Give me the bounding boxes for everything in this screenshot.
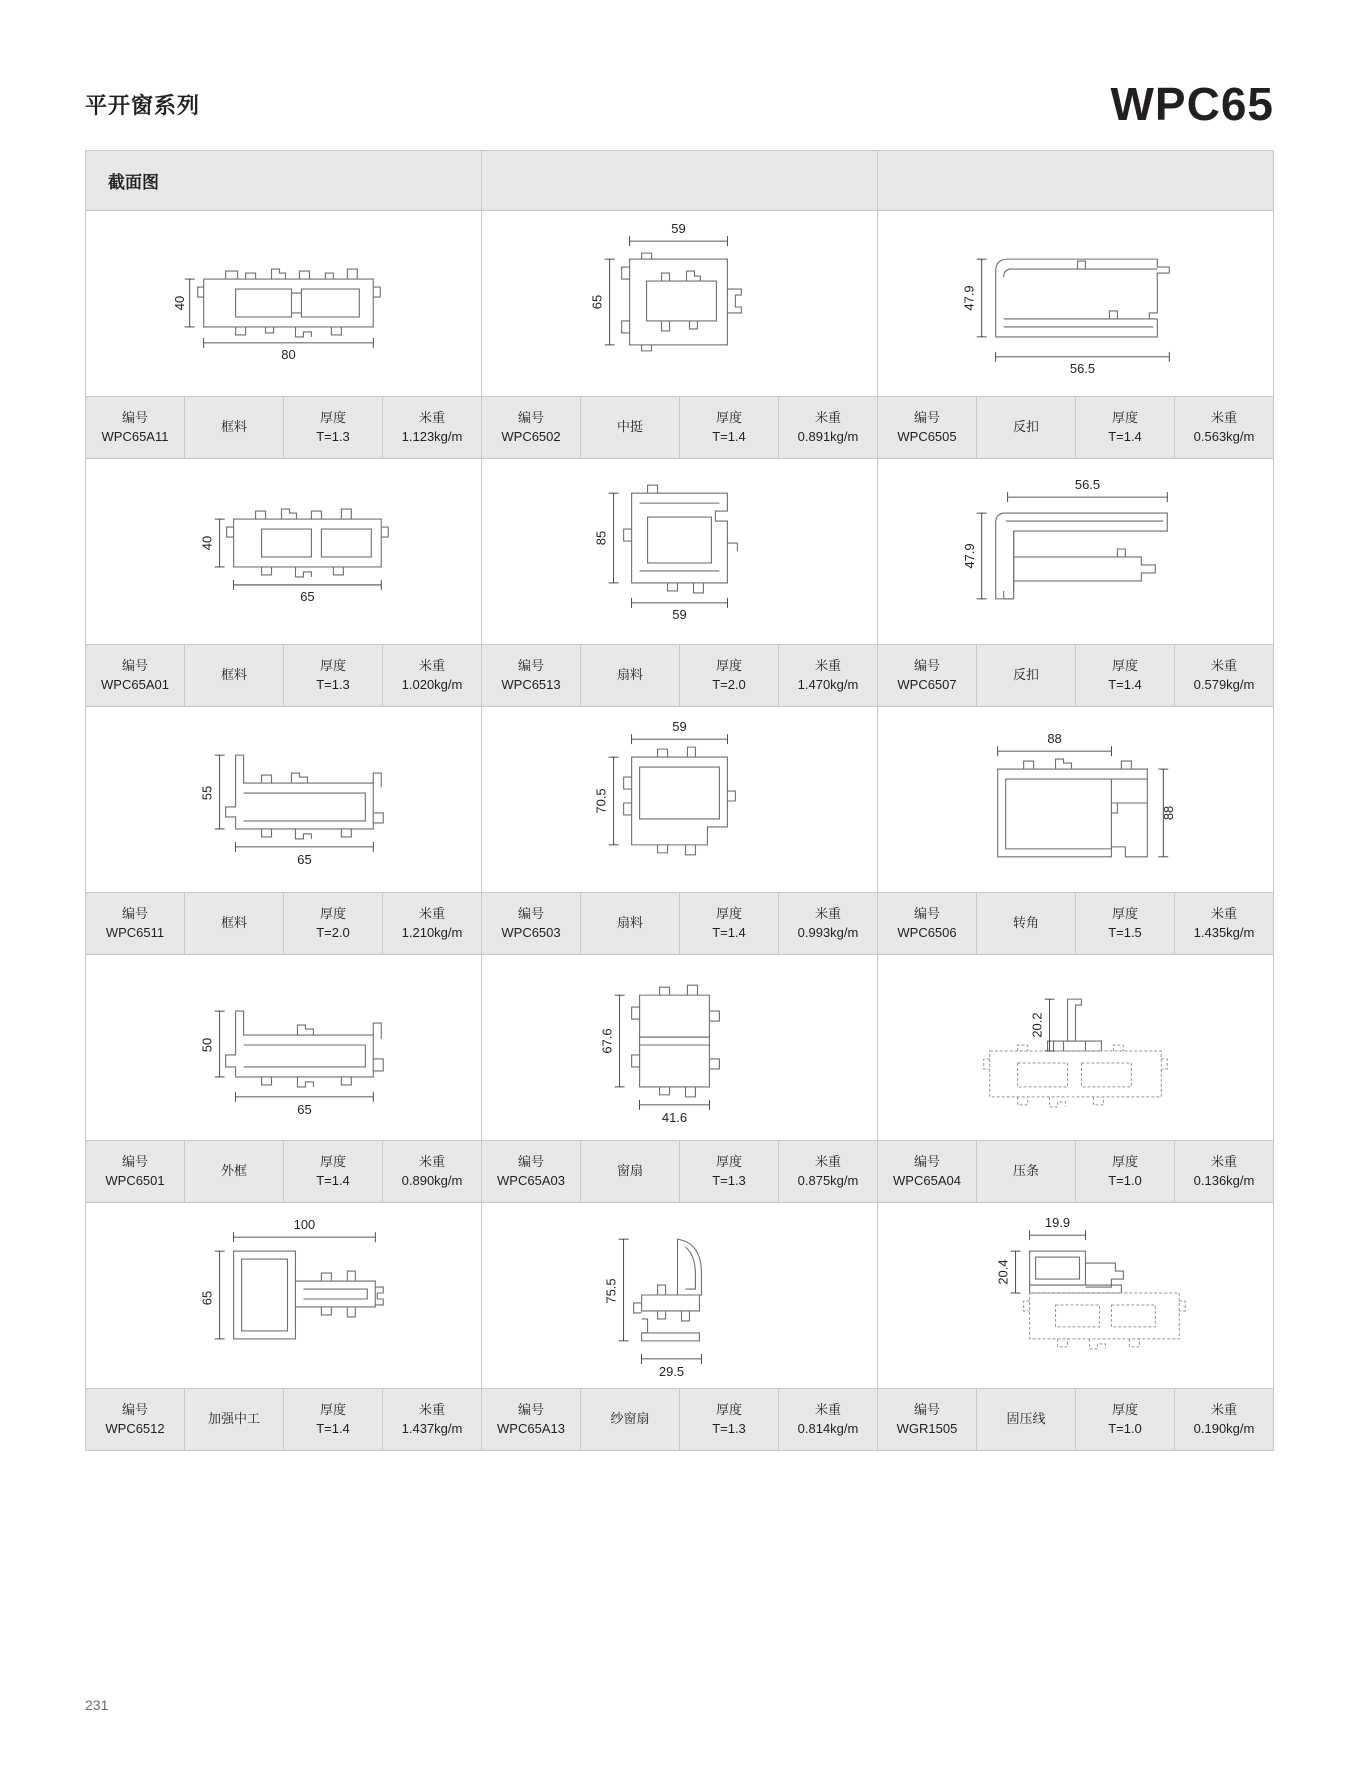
profile-cell — [482, 707, 878, 955]
table-band-header — [86, 151, 1274, 211]
spec-name — [185, 893, 284, 954]
spec-weight-label: 米重 — [1210, 409, 1237, 425]
spec-name — [977, 397, 1076, 458]
dim-height: 67.6 — [599, 1028, 615, 1054]
dim-width: 59 — [672, 719, 687, 735]
spec-thickness — [284, 645, 383, 706]
spec-weight — [383, 893, 481, 954]
spec-weight — [779, 893, 877, 954]
profile-cell — [878, 707, 1274, 955]
spec-code — [878, 645, 977, 706]
spec-weight-value: 0.875kg/m — [797, 1172, 859, 1188]
spec-weight-value: 0.890kg/m — [401, 1172, 463, 1188]
profile-cell — [86, 459, 482, 707]
spec-thickness-value: T=1.4 — [712, 428, 746, 444]
spec-thickness-value: T=2.0 — [316, 924, 350, 940]
spec-code — [86, 645, 185, 706]
spec-thickness-label: 厚度 — [319, 657, 346, 673]
profile-cell — [878, 955, 1274, 1203]
spec-weight — [383, 1389, 481, 1450]
spec-name — [977, 1389, 1076, 1450]
spec-code-label: 编号 — [913, 905, 940, 921]
spec-thickness — [680, 645, 779, 706]
profile-drawing-wpc65a01 — [86, 459, 481, 644]
spec-name-value: 框料 — [220, 915, 247, 931]
spec-strip — [86, 892, 481, 954]
spec-thickness-label: 厚度 — [715, 1401, 742, 1417]
spec-strip — [86, 1388, 481, 1450]
profile-drawing-wpc6507 — [878, 459, 1273, 644]
dim-height: 70.5 — [593, 788, 609, 814]
dim-height: 55 — [199, 785, 215, 801]
spec-thickness-value: T=1.4 — [316, 1172, 350, 1188]
spec-thickness — [284, 1389, 383, 1450]
spec-thickness-value: T=1.5 — [1108, 924, 1142, 940]
spec-weight — [383, 1141, 481, 1202]
spec-code — [878, 397, 977, 458]
spec-weight-label: 米重 — [418, 409, 445, 425]
spec-code — [482, 645, 581, 706]
spec-strip — [878, 644, 1273, 706]
spec-code-label: 编号 — [913, 1401, 940, 1417]
spec-weight-value: 1.020kg/m — [401, 676, 463, 692]
dim-width: 29.5 — [658, 1363, 685, 1379]
spec-thickness-value: T=1.4 — [1108, 676, 1142, 692]
spec-weight-value: 0.993kg/m — [797, 924, 859, 940]
spec-weight-label: 米重 — [418, 905, 445, 921]
spec-weight-value: 1.123kg/m — [401, 428, 463, 444]
profile-drawing-wpc6506 — [878, 707, 1273, 892]
spec-code-label: 编号 — [121, 905, 148, 921]
spec-name-value: 压条 — [1012, 1163, 1039, 1179]
spec-name-value: 固压线 — [1006, 1411, 1046, 1427]
spec-thickness-value: T=1.0 — [1108, 1420, 1142, 1436]
spec-name-value: 扇料 — [616, 667, 643, 683]
table-row — [86, 1203, 1274, 1451]
page-title: 平开窗系列 — [85, 92, 201, 118]
dim-width: 41.6 — [661, 1109, 688, 1125]
spec-name — [185, 397, 284, 458]
spec-code-label: 编号 — [121, 657, 148, 673]
dim-height: 20.2 — [1029, 1012, 1045, 1038]
spec-thickness-label: 厚度 — [715, 409, 742, 425]
spec-thickness-label: 厚度 — [715, 905, 742, 921]
spec-weight-label: 米重 — [1210, 657, 1237, 673]
spec-thickness-label: 厚度 — [715, 657, 742, 673]
profile-drawing-wpc6501 — [86, 955, 481, 1140]
profile-drawing-wpc6502 — [482, 211, 877, 396]
spec-code-value: WPC6503 — [501, 924, 561, 940]
dim-width: 19.9 — [1044, 1215, 1071, 1231]
spec-thickness — [1076, 1141, 1175, 1202]
spec-thickness-label: 厚度 — [319, 905, 346, 921]
spec-thickness-value: T=1.0 — [1108, 1172, 1142, 1188]
spec-code-label: 编号 — [121, 1153, 148, 1169]
spec-thickness — [1076, 893, 1175, 954]
profile-drawing-wpc6511 — [86, 707, 481, 892]
spec-code-label: 编号 — [517, 1401, 544, 1417]
spec-thickness — [1076, 1389, 1175, 1450]
spec-name-value: 纱窗扇 — [610, 1411, 650, 1427]
spec-thickness-label: 厚度 — [1111, 905, 1138, 921]
page-header — [85, 78, 1274, 130]
spec-code-value: WPC6506 — [897, 924, 957, 940]
spec-weight — [1175, 1141, 1273, 1202]
dim-height: 65 — [199, 1290, 215, 1306]
profile-drawing-wpc6503 — [482, 707, 877, 892]
spec-code-label: 编号 — [913, 409, 940, 425]
profile-cell — [86, 211, 482, 459]
spec-code-value: WPC6505 — [897, 428, 957, 444]
dim-height: 47.9 — [961, 543, 977, 569]
spec-thickness — [680, 1141, 779, 1202]
spec-thickness-value: T=1.3 — [316, 428, 350, 444]
spec-name — [581, 645, 680, 706]
spec-name-value: 窗扇 — [616, 1163, 643, 1179]
spec-code-value: WPC6502 — [501, 428, 561, 444]
spec-thickness-label: 厚度 — [1111, 1401, 1138, 1417]
spec-weight-label: 米重 — [418, 1401, 445, 1417]
spec-weight — [1175, 645, 1273, 706]
spec-thickness — [1076, 645, 1175, 706]
profile-drawing-wpc65a13 — [482, 1203, 877, 1388]
spec-thickness-label: 厚度 — [1111, 657, 1138, 673]
dim-width: 65 — [297, 851, 312, 867]
spec-code — [878, 1389, 977, 1450]
spec-weight — [779, 645, 877, 706]
spec-name-value: 外框 — [220, 1163, 247, 1179]
spec-weight-value: 0.563kg/m — [1193, 428, 1255, 444]
dim-height: 65 — [589, 294, 605, 310]
spec-name-value: 反扣 — [1012, 419, 1039, 435]
spec-name-value: 扇料 — [616, 915, 643, 931]
spec-weight-value: 1.435kg/m — [1193, 924, 1255, 940]
spec-code-label: 编号 — [913, 1153, 940, 1169]
spec-strip — [482, 1388, 877, 1450]
spec-thickness-label: 厚度 — [319, 409, 346, 425]
spec-weight — [1175, 397, 1273, 458]
dim-width: 100 — [293, 1217, 316, 1233]
spec-name — [581, 1141, 680, 1202]
spec-strip — [482, 644, 877, 706]
spec-weight — [1175, 1389, 1273, 1450]
profile-cell — [878, 459, 1274, 707]
spec-weight-value: 0.891kg/m — [797, 428, 859, 444]
spec-thickness-value: T=1.4 — [316, 1420, 350, 1436]
profile-drawing-wgr1505 — [878, 1203, 1273, 1388]
spec-name-value: 框料 — [220, 667, 247, 683]
spec-code — [878, 893, 977, 954]
profile-cell — [482, 211, 878, 459]
spec-code — [482, 1389, 581, 1450]
dim-height: 40 — [171, 295, 187, 311]
spec-name — [977, 893, 1076, 954]
profile-drawing-wpc6513 — [482, 459, 877, 644]
dim-width: 56.5 — [1074, 477, 1101, 493]
spec-weight-label: 米重 — [1210, 905, 1237, 921]
spec-weight-label: 米重 — [814, 1153, 841, 1169]
spec-weight-value: 0.190kg/m — [1193, 1420, 1255, 1436]
profile-cell — [878, 1203, 1274, 1451]
spec-thickness-value: T=1.3 — [316, 676, 350, 692]
spec-code-value: WGR1505 — [896, 1420, 958, 1436]
spec-name — [581, 1389, 680, 1450]
spec-strip — [86, 644, 481, 706]
spec-weight-value: 1.210kg/m — [401, 924, 463, 940]
dim-width: 65 — [300, 588, 315, 604]
spec-code-label: 编号 — [517, 657, 544, 673]
spec-code-label: 编号 — [517, 1153, 544, 1169]
spec-code-value: WPC6512 — [105, 1420, 165, 1436]
spec-thickness-label: 厚度 — [319, 1153, 346, 1169]
spec-code-label: 编号 — [517, 409, 544, 425]
profile-drawing-wpc65a04 — [878, 955, 1273, 1140]
dim-width: 88 — [1047, 731, 1062, 747]
spec-code — [86, 1141, 185, 1202]
table-row — [86, 707, 1274, 955]
spec-name-value: 加强中工 — [207, 1411, 260, 1427]
spec-weight-label: 米重 — [814, 1401, 841, 1417]
spec-weight — [1175, 893, 1273, 954]
dim-width: 65 — [297, 1101, 312, 1117]
dim-height: 50 — [199, 1037, 215, 1053]
dim-width: 56.5 — [1069, 360, 1096, 376]
series-code: WPC65 — [1110, 78, 1274, 130]
profile-cell — [878, 211, 1274, 459]
spec-thickness-value: T=1.4 — [712, 924, 746, 940]
spec-name — [581, 397, 680, 458]
profile-drawing-wpc6512 — [86, 1203, 481, 1388]
spec-weight-value: 0.814kg/m — [797, 1420, 859, 1436]
spec-strip — [482, 892, 877, 954]
profile-cell — [86, 707, 482, 955]
spec-code-value: WPC6501 — [105, 1172, 165, 1188]
spec-code-value: WPC65A04 — [893, 1172, 961, 1188]
spec-code-label: 编号 — [913, 657, 940, 673]
spec-strip — [482, 396, 877, 458]
spec-thickness — [284, 1141, 383, 1202]
spec-code-value: WPC6513 — [501, 676, 561, 692]
spec-thickness-value: T=1.4 — [1108, 428, 1142, 444]
profile-cell — [482, 1203, 878, 1451]
spec-code-label: 编号 — [517, 905, 544, 921]
spec-weight — [779, 1389, 877, 1450]
spec-code — [482, 397, 581, 458]
spec-code — [86, 1389, 185, 1450]
spec-thickness — [680, 397, 779, 458]
spec-code — [482, 1141, 581, 1202]
dim-width: 80 — [281, 346, 296, 362]
page-number: 231 — [85, 1697, 109, 1713]
spec-weight-label: 米重 — [418, 1153, 445, 1169]
dim-height: 40 — [199, 535, 215, 551]
spec-thickness-value: T=1.3 — [712, 1420, 746, 1436]
spec-thickness-label: 厚度 — [715, 1153, 742, 1169]
dim-height: 20.4 — [995, 1259, 1011, 1285]
dim-height: 75.5 — [603, 1278, 619, 1304]
spec-weight — [779, 1141, 877, 1202]
spec-code — [86, 893, 185, 954]
spec-thickness — [680, 1389, 779, 1450]
spec-code-value: WPC65A01 — [101, 676, 169, 692]
spec-weight-label: 米重 — [814, 905, 841, 921]
spec-weight-value: 1.437kg/m — [401, 1420, 463, 1436]
spec-weight-label: 米重 — [418, 657, 445, 673]
profile-cell — [482, 459, 878, 707]
spec-strip — [878, 1388, 1273, 1450]
profile-drawing-wpc6505 — [878, 211, 1273, 396]
spec-thickness-label: 厚度 — [1111, 409, 1138, 425]
profile-drawing-wpc65a03 — [482, 955, 877, 1140]
dim-height: 88 — [1161, 805, 1177, 821]
spec-weight-label: 米重 — [814, 409, 841, 425]
spec-weight — [779, 397, 877, 458]
spec-thickness-label: 厚度 — [319, 1401, 346, 1417]
spec-weight-value: 1.470kg/m — [797, 676, 859, 692]
profile-cell — [86, 955, 482, 1203]
spec-thickness-label: 厚度 — [1111, 1153, 1138, 1169]
table-row — [86, 459, 1274, 707]
dim-height: 47.9 — [961, 285, 977, 311]
spec-name — [185, 1141, 284, 1202]
spec-code — [878, 1141, 977, 1202]
spec-name — [977, 645, 1076, 706]
spec-thickness — [680, 893, 779, 954]
spec-code-label: 编号 — [121, 1401, 148, 1417]
spec-code-value: WPC6511 — [105, 924, 165, 940]
spec-code — [482, 893, 581, 954]
spec-code — [86, 397, 185, 458]
table-row — [86, 211, 1274, 459]
spec-thickness-value: T=1.3 — [712, 1172, 746, 1188]
spec-code-value: WPC65A13 — [497, 1420, 565, 1436]
dim-height: 85 — [593, 530, 609, 546]
spec-weight — [383, 645, 481, 706]
spec-name — [581, 893, 680, 954]
spec-thickness — [1076, 397, 1175, 458]
spec-code-value: WPC65A11 — [101, 428, 169, 444]
profile-table — [85, 150, 1274, 1451]
spec-code-value: WPC6507 — [897, 676, 957, 692]
spec-name-value: 转角 — [1012, 915, 1039, 931]
spec-weight-value: 0.136kg/m — [1193, 1172, 1255, 1188]
spec-strip — [482, 1140, 877, 1202]
spec-thickness — [284, 397, 383, 458]
spec-name — [185, 1389, 284, 1450]
spec-weight — [383, 397, 481, 458]
spec-code-label: 编号 — [121, 409, 148, 425]
spec-weight-label: 米重 — [814, 657, 841, 673]
spec-name — [977, 1141, 1076, 1202]
spec-strip — [86, 1140, 481, 1202]
spec-weight-label: 米重 — [1210, 1153, 1237, 1169]
dim-width: 59 — [672, 606, 687, 622]
spec-strip — [878, 396, 1273, 458]
spec-name-value: 框料 — [220, 419, 247, 435]
profile-cell — [86, 1203, 482, 1451]
band-label-section-view: 截面图 — [86, 151, 482, 211]
spec-thickness-value: T=2.0 — [712, 676, 746, 692]
spec-strip — [878, 1140, 1273, 1202]
table-row — [86, 955, 1274, 1203]
spec-strip — [878, 892, 1273, 954]
spec-name — [185, 645, 284, 706]
spec-thickness — [284, 893, 383, 954]
spec-code-value: WPC65A03 — [497, 1172, 565, 1188]
spec-weight-value: 0.579kg/m — [1193, 676, 1255, 692]
dim-width: 59 — [671, 221, 686, 237]
spec-name-value: 反扣 — [1012, 667, 1039, 683]
band-label-3 — [878, 151, 1274, 211]
spec-strip — [86, 396, 481, 458]
profile-drawing-wpc65a11 — [86, 211, 481, 396]
profile-cell — [482, 955, 878, 1203]
spec-weight-label: 米重 — [1210, 1401, 1237, 1417]
spec-name-value: 中挺 — [616, 419, 643, 435]
band-label-2 — [482, 151, 878, 211]
